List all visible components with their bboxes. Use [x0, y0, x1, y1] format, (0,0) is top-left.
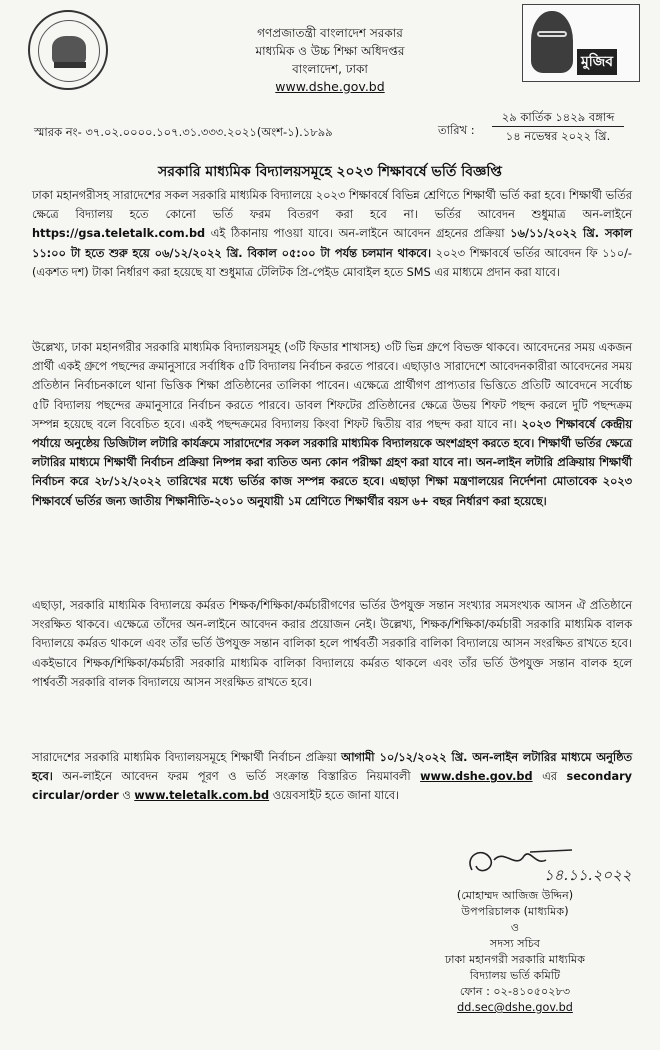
- header-line-2: মাধ্যমিক ও উচ্চ শিক্ষা অধিদপ্তর: [255, 44, 405, 58]
- dshe-logo: [28, 10, 108, 90]
- date-label: তারিখ :: [438, 123, 475, 137]
- teletalk-link[interactable]: www.teletalk.com.bd: [134, 789, 270, 803]
- paragraph-3: এছাড়া, সরকারি মাধ্যমিক বিদ্যালয়ে কর্মরত শিক্ষক/শিক্ষিকা/কর্মচারীগণের ভর্তির উপযুক্ত সন্তান সংখ্যার সমসংখ্যক আসন ঐ প্রতিষ্ঠানে সংরক্ষিত থাকবে। এক্ষেত্রে তাঁদের অন-লাইনে আবেদন করার প্রয়োজন নেই। উল্লেখ্য, শিক্ষক/শিক্ষিকা/কর্মচারী সরকারি মাধ্যমিক বালক বিদ্যালয়ে কর্মরত থাকলে এবং তাঁর ভর্তি উপযুক্ত সন্তান বালিকা হলে পার্শ্ববর্তী সরকারি বালিকা বিদ্যালয়ে আসন সংরক্ষিত রাখতে হবে। একইভাবে শিক্ষক/শিক্ষিকা/কর্মচারী সরকারি মাধ্যমিক বালিকা বিদ্যালয়ে কর্মরত থাকলে এবং তাঁর ভর্তি উপযুক্ত সন্তান বালক হলে পার্শ্ববর্তী সরকারি বালক বিদ্যালয়ে আসন সংরক্ষিত রাখতে হবে।: [32, 599, 632, 689]
- signature-block: [390, 888, 640, 1016]
- para4-text-c: এর: [532, 770, 567, 784]
- header-line-1: গণপ্রজাতন্ত্রী বাংলাদেশ সরকার: [257, 26, 403, 40]
- glasses-icon: [537, 31, 567, 37]
- para1-text-c: ২০২৩ শিক্ষাবর্ষে ভর্তির আবেদন ফি ১১০/- (একশত দশ) টাকা নির্ধারণ করা হয়েছে যা শুধুমাত্র টেলিটক প্রি-পেইড মোবাইল হতে SMS এর মাধ্যমে প্রদান করা যাবে।: [32, 246, 632, 279]
- signatory-role: সদস্য সচিব: [489, 937, 541, 950]
- lottery-date: আগামী ১০/১২/২০২২ খ্রি. অন-লাইন লটারির মাধ্যমে অনুষ্ঠিত হবে।: [32, 751, 632, 784]
- para1-text-a: ঢাকা মহানগরীসহ সারাদেশের সকল সরকারি মাধ্যমিক বিদ্যালয়ে ২০২৩ শিক্ষাবর্ষে বিভিন্ন শ্রেণিতে শিক্ষার্থী ভর্তি করা হবে। শিক্ষার্থী ভর্তির ক্ষেত্রে বিদ্যালয় হতে কোনো ভর্তি ফরম বিতরণ করা হবে না। ভর্তির আবেদন শুধুমাত্র অন-লাইনে: [32, 189, 632, 222]
- signature-date: ১৪.১১.২০২২: [544, 866, 632, 884]
- application-link[interactable]: https://gsa.teletalk.com.bd: [32, 227, 206, 241]
- logo-book-icon: [54, 62, 86, 68]
- para2-text: উল্লেখ্য, ঢাকা মহানগরীর সরকারি মাধ্যমিক বিদ্যালয়সমূহ (৩টি ফিডার শাখাসহ) ৩টি ভিন্ন গ্রুপে বিভক্ত থাকবে। আবেদনের সময় একজন প্রার্থী একই গ্রুপে পছন্দের ক্রমানুসারে সর্বাধিক ৫টি বিদ্যালয় নির্বাচন করতে পারবে। এছাড়াও সারাদেশে আবেদনকারীরা আবেদনের সময় প্রতিষ্ঠান নির্বাচনকালে থানা ভিত্তিক শিক্ষা প্রতিষ্ঠানের তালিকা পাবেন। এক্ষেত্রে প্রার্থীগণ প্রাপ্যতার ভিত্তিতে প্রতিটি আবেদনে সর্বোচ্চ ৫টি বিদ্যালয় পছন্দের ক্রমানুসারে নির্বাচন করতে পারবে। ডাবল শিফটের প্রতিষ্ঠানের ক্ষেত্রে উভয় শিফট পছন্দ করলে দুটি পছন্দক্রম সম্পন্ন হয়েছে বলে বিবেচিত হবে। একই পছন্দক্রমের বিদ্যালয় কিংবা শিফট দ্বিতীয় বার পছন্দ করা যাবে না।: [32, 341, 632, 431]
- logo-emblem-icon: [52, 36, 86, 64]
- signatory-name: (মোহাম্মদ আজিজ উদ্দিন): [456, 889, 574, 902]
- dshe-link[interactable]: www.dshe.gov.bd: [420, 770, 533, 784]
- committee-line-1: ঢাকা মহানগরী সরকারি মাধ্যমিক: [444, 953, 586, 966]
- notice-title: সরকারি মাধ্যমিক বিদ্যালয়সমূহে ২০২৩ শিক্ষাবর্ষে ভর্তি বিজ্ঞপ্তি: [158, 164, 502, 180]
- circular-section: secondary circular/order: [32, 770, 632, 803]
- portrait-icon: [531, 11, 573, 73]
- para4-text-a: সারাদেশের সরকারি মাধ্যমিক বিদ্যালয়সমূহে শিক্ষার্থী নির্বাচন প্রক্রিয়া: [32, 751, 342, 764]
- committee-line-2: বিদ্যালয় ভর্তি কমিটি: [469, 969, 561, 982]
- handwritten-signature: [460, 840, 650, 890]
- signatory-phone: ফোন : ০২-৪১০৫০২৮৩: [459, 985, 571, 998]
- mujib-logo-text: মুজিব: [577, 49, 617, 75]
- header-line-3: বাংলাদেশ, ঢাকা: [292, 62, 368, 76]
- para4-text-b: অন-লাইনে আবেদন ফরম পূরণ ও ভর্তি সংক্রান্ত বিস্তারিত নিয়মাবলী: [52, 770, 421, 784]
- date-bangla: ২৯ কার্তিক ১৪২৯ বঙ্গাব্দ: [492, 108, 624, 127]
- para4-text-d: ও: [118, 789, 135, 803]
- application-period: ১৬/১১/২০২২ খ্রি. সকাল ১১:০০ টা হতে শুরু হয়ে ০৬/১২/২০২২ খ্রি. বিকাল ০৫:০০ টা পর্যন্ত চলমান থাকবে।: [32, 227, 632, 260]
- mujib-logo: [522, 4, 640, 82]
- paragraph-1: [32, 186, 632, 282]
- signatory-designation: উপপরিচালক (মাধ্যমিক): [461, 905, 569, 918]
- memo-number: স্মারক নং- ৩৭.০২.০০০০.১০৭.৩১.৩৩৩.২০২১(অংশ-১).১৮৯৯: [34, 125, 333, 139]
- paragraph-4: [32, 748, 632, 806]
- para4-text-e: ওয়েবসাইট হতে জানা যাবে।: [269, 789, 400, 803]
- paragraph-2: [32, 338, 632, 511]
- header-website-link[interactable]: www.dshe.gov.bd: [275, 79, 385, 94]
- lottery-notice: ২০২৩ শিক্ষাবর্ষে কেন্দ্রীয় পর্যায়ে অনুষ্ঠেয় ডিজিটাল লটারি কার্যক্রমে সারাদেশের সকল সরকারি মাধ্যমিক বিদ্যালয়কে অংশগ্রহণ করতে হবে। শিক্ষার্থী ভর্তির ক্ষেত্রে লটারির মাধ্যমে শিক্ষার্থী নির্বাচন প্রক্রিয়া নিষ্পন্ন করা ব্যতিত অন্য কোন পরীক্ষা গ্রহণ করা যাবে না। অন-লাইন লটারি প্রক্রিয়ায় শিক্ষার্থী নির্বাচন করে ২৮/১২/২০২২ তারিখের মধ্যে ভর্তির কাজ সম্পন্ন করতে হবে। এছাড়া শিক্ষা মন্ত্রণালয়ের নির্দেশনা মোতাবেক ২০২৩ শিক্ষাবর্ষে ভর্তির জন্য জাতীয় শিক্ষানীতি-২০১০ অনুযায়ী ১ম শ্রেণিতে শিক্ষার্থীর বয়স ৬+ বছর নির্ধারণ করা হয়েছে।: [32, 417, 632, 508]
- signatory-email-link[interactable]: dd.sec@dshe.gov.bd: [457, 1001, 573, 1014]
- date-block: [492, 108, 624, 145]
- letterhead: [200, 24, 460, 96]
- signatory-and: ও: [510, 921, 520, 934]
- date-english: ১৪ নভেম্বর ২০২২ খ্রি.: [505, 129, 611, 143]
- para1-text-b: এই ঠিকানায় পাওয়া যাবে। অন-লাইনে আবেদন গ্রহনের প্রক্রিয়া: [205, 227, 511, 241]
